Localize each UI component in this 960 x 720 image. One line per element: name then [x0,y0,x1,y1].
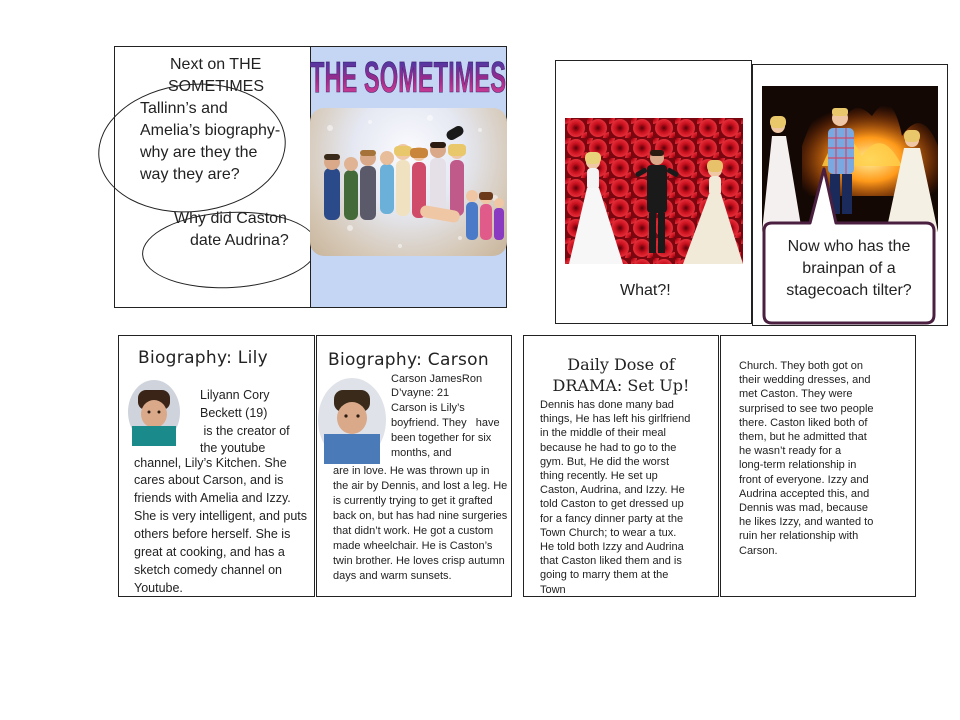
continued-line: he wasn’t ready for a [739,445,842,458]
bio-carson-line-1: Carson JamesRon [391,373,483,385]
continued-line: Audrina accepted this, and [739,487,870,500]
continued-line: front of everyone. Izzy and [739,473,869,486]
continued-line: there. Caston liked both of [739,416,868,429]
drama-line: that Caston liked them and is [540,555,682,568]
bio-carson-line-13: twin brother. He loves crisp autumn [333,555,505,567]
question-1-line-1: Tallinn’s and [140,100,228,117]
drama-line: Caston, Audrina, and Izzy. He [540,484,685,497]
drama-title-line-2: DRAMA: Set Up! [552,376,690,395]
bio-lily-line-3: is the creator of [200,424,290,438]
continued-line: them, but he admitted that [739,431,867,444]
continued-line: Dennis was mad, because [739,502,869,515]
bio-lily-line-1: Lilyann Cory [200,388,270,402]
bio-carson-line-4: boyfriend. They have [391,417,500,429]
bio-lily-line-9: others before herself. She is [134,527,291,541]
continued-line: ruin her relationship with [739,530,859,543]
bio-lily-line-6: cares about Carson, and is [134,473,284,487]
drama-line: He told both Izzy and Audrina [540,541,684,554]
question-2-line-2: date Audrina? [190,232,289,249]
drama-line: gym. But, He did the worst [540,455,669,468]
bio-lily-line-7: friends with Amelia and Izzy. [134,491,291,505]
bio-carson-line-8: the air by Dennis, and lost a leg. He [333,480,508,492]
bio-carson-line-6: months, and [391,447,452,459]
bio-lily-line-4: the youtube [200,441,266,455]
bio-carson-line-12: made wheelchair. He is Caston’s [333,540,493,552]
speech-bubble-line-3: stagecoach tilter? [786,282,912,299]
speech-bubble-line-1: Now who has the [787,238,911,255]
continued-line: met Caston. They were [739,388,853,401]
next-on-line-2: SOMETIMES [168,78,265,95]
lily-avatar [128,380,180,444]
bio-carson-line-5: been together for six [391,432,492,444]
banner-title: THE SOMETIMES [310,53,506,102]
carson-avatar [318,378,386,462]
drama-line: Town [540,583,566,596]
continued-line: long-term relationship in [739,459,857,472]
bio-carson-line-9: is currently trying to get it grafted [333,495,493,507]
bio-lily-line-8: She is very intelligent, and puts [134,509,308,523]
question-1-line-4: way they are? [140,166,240,183]
bio-carson-line-11: that didn’t work. He got a custom [333,525,494,537]
bio-lily-line-11: sketch comedy channel on [134,563,283,577]
bio-carson-line-7: are in love. He was thrown up in [333,465,490,477]
continued-line: surprised to see two people [739,402,874,415]
drama-line: going to marry them at the [540,569,669,582]
continued-body [739,359,874,558]
drama-line: Town Church; to wear a tux. [540,526,677,539]
bio-lily-line-5: channel, Lily’s Kitchen. She [134,456,287,470]
drama-line: because he had to go to the [540,441,677,454]
bio-carson-line-3: Carson is Lily’s [391,402,465,414]
bio-lily-line-12: Youtube. [134,581,183,595]
banner-title-art [306,42,510,100]
drama-line: in the middle of their meal [540,427,666,440]
drama-body [540,398,690,597]
bio-carson-line-10: back on, but has had nine surgeries [333,510,508,522]
drama-line: things, He has left his girlfriend [540,413,691,426]
drama-title-line-1: Daily Dose of [567,355,675,374]
bio-lily-line-10: great at cooking, and has a [134,545,285,559]
bio-carson-title: Biography: Carson [328,350,489,370]
continued-line: he likes Izzy, and wanted to [739,516,874,529]
roses-wedding-photo [565,118,743,264]
drama-line: told Caston to get dressed up [540,498,684,511]
question-1-line-3: why are they the [140,144,258,161]
speech-bubble-line-2: brainpan of a [802,260,896,277]
drama-line: for a fancy dinner party at the [540,512,684,525]
continued-line: Carson. [739,544,778,557]
continued-line: Church. They both got on [739,360,863,372]
what-caption: What?! [620,282,671,299]
drama-line: Dennis has done many bad [540,399,674,411]
question-1-line-2: Amelia’s biography- [140,122,281,139]
question-2-line-1: Why did Caston [174,210,287,227]
bio-lily-title: Biography: Lily [138,348,268,368]
drama-line: thing recently. He set up [540,470,658,483]
bio-carson-line-2: D’vayne: 21 [391,387,450,399]
bio-lily-line-2: Beckett (19) [200,406,268,420]
next-on-line-1: Next on THE [170,56,262,73]
bio-carson-line-14: days and warm sunsets. [333,570,452,582]
continued-line: their wedding dresses, and [739,374,871,387]
group-photo [310,108,507,256]
